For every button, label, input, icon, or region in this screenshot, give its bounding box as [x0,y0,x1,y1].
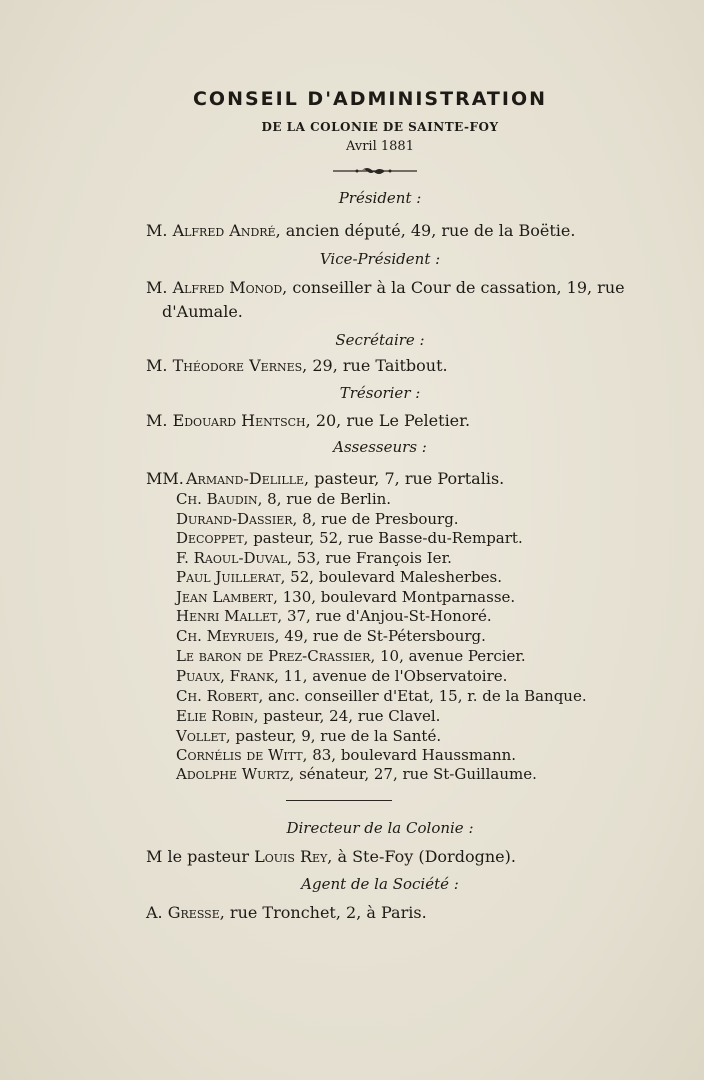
agent-title: A. [146,903,163,922]
member-name: Ch. Meyrueis [176,627,275,645]
member-details: , pasteur, 52, rue Basse-du-Rempart. [243,529,523,547]
member-name: Le baron de Prez-Crassier [176,647,371,665]
secretaire-entry [146,356,448,375]
member-details: , 130, boulevard Montparnasse. [273,588,516,606]
agent-name: Gresse [167,903,220,922]
member-details: , anc. conseiller d'Etat, 15, r. de la Banque. [258,687,587,705]
member-name: Cornélis de Witt [176,746,303,764]
agent-details: , rue Tronchet, 2, à Paris. [219,903,427,922]
member-name: Durand-Dassier [176,510,293,528]
vice-president-entry [146,278,625,297]
member-details: , 49, rue de St-Pétersbourg. [274,627,486,645]
vice-president-title: M. [146,278,168,297]
member-name: Jean Lambert [176,588,274,606]
directeur-title: M [146,847,163,866]
member-details: , pasteur, 24, rue Clavel. [253,707,441,725]
president-entry [146,221,575,240]
member-details: , 8, rue de Berlin. [257,490,392,508]
list-item [176,588,515,606]
vice-president-details: , conseiller à la Cour de cassation, 19, rue [282,278,625,297]
secretaire-details: , 29, rue Taitbout. [302,356,448,375]
tresorier-heading: Trésorier : [339,384,421,402]
member-name: Armand-Delille [186,469,305,488]
secretaire-title: M. [146,356,168,375]
document-subtitle: DE LA COLONIE DE SAINTE-FOY [261,120,499,134]
list-item [176,510,459,528]
list-item [176,529,523,547]
tresorier-entry [146,411,470,430]
member-name: Vollet [176,727,226,745]
document-date: Avril 1881 [346,139,414,154]
list-item [176,549,452,567]
member-name: Puaux, Frank [176,667,275,685]
assesseurs-prefix: MM. [146,469,184,488]
list-item [176,667,507,685]
member-name: Ch. Baudin [176,490,258,508]
member-details: , 37, rue d'Anjou-St-Honoré. [277,607,492,625]
vice-president-name: Alfred Monod [172,278,283,297]
list-item [176,607,492,625]
list-item [176,568,502,586]
list-item [176,727,441,745]
directeur-entry [146,847,516,866]
list-item [186,469,504,488]
president-title: M. [146,221,168,240]
president-name: Alfred André [172,221,276,240]
directeur-details: , à Ste-Foy (Dordogne). [327,847,516,866]
member-name: F. Raoul-Duval [176,549,288,567]
member-name: Ch. Robert [176,687,259,705]
member-details: , 52, boulevard Malesherbes. [280,568,503,586]
list-item [176,647,526,665]
member-name: Decoppet [176,529,244,547]
member-details: , 11, avenue de l'Observatoire. [274,667,508,685]
president-details: , ancien député, 49, rue de la Boëtie. [275,221,576,240]
member-name: Elie Robin [176,707,254,725]
secretaire-heading: Secrétaire : [335,331,425,349]
agent-heading: Agent de la Société : [301,875,459,893]
list-item [176,687,587,705]
tresorier-details: , 20, rue Le Peletier. [305,411,471,430]
member-details: , sénateur, 27, rue St-Guillaume. [289,765,537,783]
member-details: , 10, avenue Percier. [370,647,526,665]
member-details: , pasteur, 7, rue Portalis. [304,469,505,488]
directeur-prefix: le pasteur [162,847,255,866]
secretaire-name: Théodore Vernes [172,356,303,375]
vice-president-heading: Vice-Président : [319,250,441,268]
document-title: CONSEIL D'ADMINISTRATION [192,88,548,110]
member-details: , 8, rue de Presbourg. [292,510,459,528]
member-details: , 53, rue François Ier. [287,549,452,567]
list-item [176,746,516,764]
member-details: , 83, boulevard Haussmann. [302,746,517,764]
member-name: Henri Mallet [176,607,278,625]
agent-entry [146,903,427,922]
member-details: , pasteur, 9, rue de la Santé. [225,727,442,745]
directeur-heading: Directeur de la Colonie : [286,819,474,837]
tresorier-title: M. [146,411,168,430]
section-divider [286,800,392,801]
member-name: Paul Juillerat [176,568,281,586]
list-item [176,490,391,508]
assesseurs-heading: Assesseurs : [333,438,427,456]
president-heading: Président : [338,189,422,207]
ornament-divider [333,164,417,178]
list-item [176,707,440,725]
directeur-name: Louis Rey [254,847,328,866]
list-item [176,765,537,783]
member-name: Adolphe Wurtz [176,765,290,783]
list-item [176,627,486,645]
tresorier-name: Edouard Hentsch [172,411,306,430]
vice-president-details-continued: d'Aumale. [162,302,243,321]
